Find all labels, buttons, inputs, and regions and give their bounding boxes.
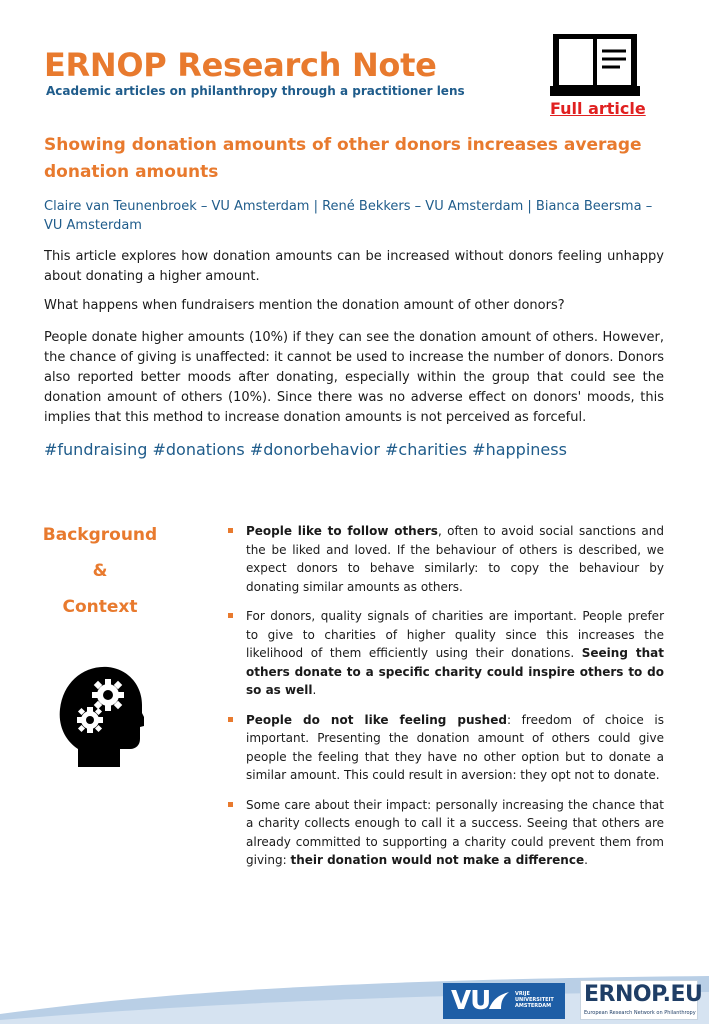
full-article-link[interactable]: Full article bbox=[550, 99, 646, 118]
vu-small-line: AMSTERDAM bbox=[515, 1003, 552, 1009]
vu-griffin-icon bbox=[487, 989, 511, 1013]
bullet-text: For donors, quality signals of charities are important. People prefer to give to charities of higher quality since this increases the likelihood of them efficiently using their donations. bbox=[246, 609, 664, 660]
bullet-bold-end: Seeing that others donate to a specific charity could inspire others to do so as well bbox=[246, 646, 664, 697]
authors: Claire van Teunenbroek – VU Amsterdam | René Bekkers – VU Amsterdam | Bianca Beersma – VU Amsterdam bbox=[44, 199, 653, 233]
vu-logo-text: VU bbox=[451, 986, 491, 1016]
bullet-text: Some care about their impact: personally increasing the chance that a charity collects enough to call it a success. Seeing that others are already committed to supporting a charity could prevent them from giving: bbox=[246, 797, 664, 867]
vu-small-line: UNIVERSITEIT bbox=[515, 997, 554, 1003]
bullet-marker bbox=[228, 717, 233, 722]
background-bullet-list bbox=[226, 522, 664, 881]
bullet-marker bbox=[228, 802, 233, 807]
intro-paragraph: This article explores how donation amounts can be increased without donors feeling unhappy about donating a higher amount. bbox=[44, 249, 664, 284]
bullet-bold-start: People do not like feeling pushed bbox=[246, 712, 507, 727]
bullet-bold-start: People like to follow others bbox=[246, 524, 438, 538]
ernop-logo-tagline: European Research Network on Philanthropy bbox=[584, 1010, 696, 1016]
book-icon[interactable] bbox=[550, 34, 640, 100]
bullet-end: . bbox=[312, 683, 317, 697]
bullet-end: . bbox=[584, 853, 588, 867]
bullet-impact bbox=[226, 796, 664, 870]
ernop-logo-text: ERNOP.EU bbox=[584, 982, 703, 1007]
bullet-text: , often to avoid social sanctions and the be liked and loved. If the behaviour of others is described, we expect donors to behave similarly: to copy the behaviour by donating similar amounts as others. bbox=[246, 524, 664, 594]
bullet-marker bbox=[228, 528, 233, 533]
bullet-follow-others bbox=[226, 522, 664, 596]
article-title: Showing donation amounts of other donors increases average donation amounts bbox=[44, 135, 642, 182]
ernop-logo bbox=[580, 980, 703, 1020]
page-subtitle: Academic articles on philanthropy through a practitioner lens bbox=[46, 84, 465, 98]
hashtags: #fundraising #donations #donorbehavior #charities #happiness bbox=[44, 440, 567, 459]
section-label-ampersand: & bbox=[92, 561, 108, 581]
findings-paragraph: People donate higher amounts (10%) if they can see the donation amount of others. However, the chance of giving is unaffected: it cannot be used to increase the number of donors. Donors also reported better moods after donating, especially within the group that could see the donation amount of others (10%). Since there was no adverse effect on donors' moods, this implies that this method to increase donation amounts is not perceived as forceful. bbox=[44, 330, 664, 425]
bullet-feeling-pushed bbox=[226, 711, 664, 785]
question-paragraph: What happens when fundraisers mention the donation amount of other donors? bbox=[44, 298, 565, 313]
bullet-marker bbox=[228, 613, 233, 618]
bullet-quality-signals bbox=[226, 607, 664, 700]
vu-small-line: VRIJE bbox=[515, 991, 530, 997]
vu-logo-small-text bbox=[515, 991, 554, 1009]
vu-amsterdam-logo bbox=[443, 983, 565, 1019]
bullet-text: : freedom of choice is important. Presenting the donation amount of others could give people the feeling that they have no other option but to donate a similar amount. This could result in aversion: they opt not to donate. bbox=[246, 712, 664, 782]
section-label-context: Context bbox=[62, 597, 138, 617]
bullet-bold-end: their donation would not make a difference bbox=[290, 853, 585, 867]
section-label-background: Background bbox=[42, 525, 158, 545]
head-gears-icon bbox=[58, 665, 144, 767]
page-title: ERNOP Research Note bbox=[44, 46, 437, 84]
